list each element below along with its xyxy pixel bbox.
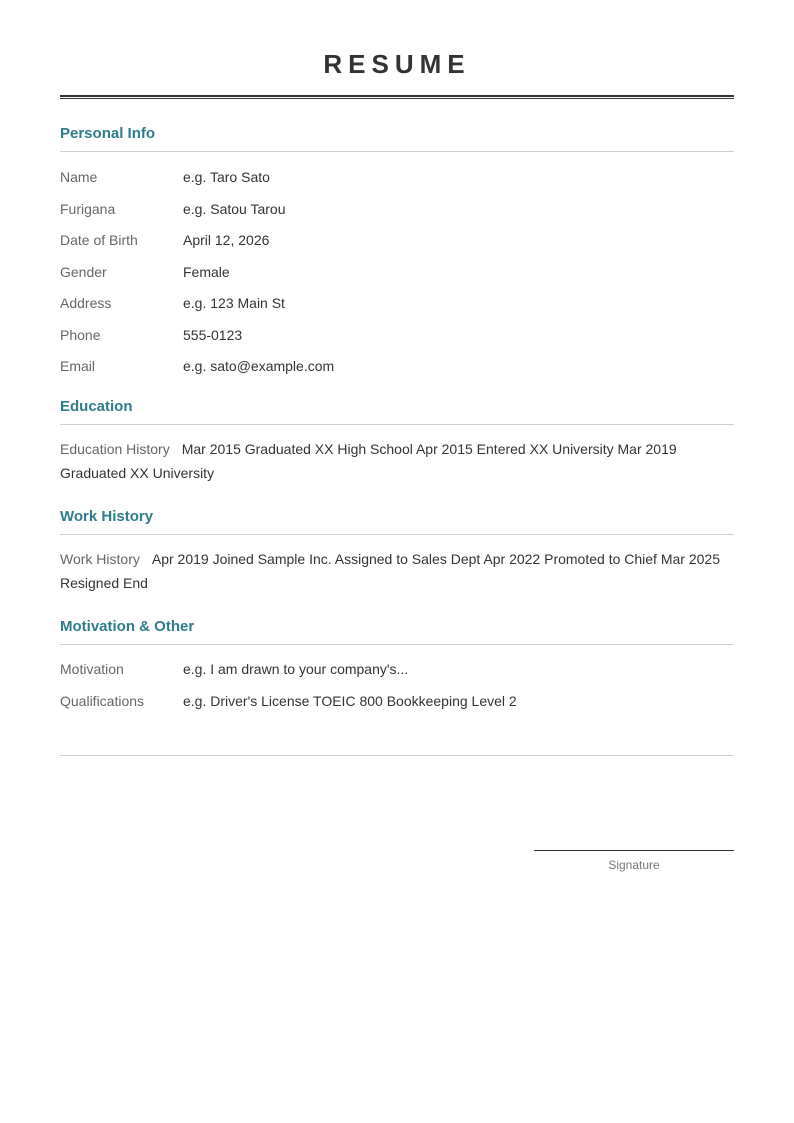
field-value: e.g. I am drawn to your company's... — [183, 660, 409, 677]
section-divider — [60, 151, 734, 152]
section-heading-motivation: Motivation & Other — [60, 617, 195, 635]
field-row-gender — [60, 260, 734, 292]
field-value: e.g. 123 Main St — [183, 295, 285, 311]
education-section — [60, 397, 734, 485]
field-label: Work History — [60, 550, 140, 567]
motivation-section — [60, 617, 734, 721]
field-row-work-history — [60, 547, 734, 595]
field-value: April 12, 2026 — [183, 232, 270, 248]
field-row-address — [60, 291, 734, 323]
section-divider — [60, 534, 734, 535]
field-value: 555-0123 — [183, 326, 243, 343]
page-title: RESUME — [323, 49, 471, 79]
field-label: Furigana — [60, 200, 116, 217]
field-label: Motivation — [60, 660, 124, 677]
end-divider — [60, 755, 734, 756]
resume-page — [60, 0, 734, 756]
field-row-date-of-birth — [60, 228, 734, 260]
field-value: e.g. Taro Sato — [183, 169, 270, 185]
field-row-email — [60, 354, 734, 386]
section-divider — [60, 644, 734, 645]
field-value: Female — [183, 263, 230, 280]
work-history-section — [60, 507, 734, 595]
field-label: Education History — [60, 440, 170, 457]
signature-line — [534, 850, 734, 851]
field-label: Phone — [60, 326, 101, 343]
field-row-name — [60, 165, 734, 197]
signature-label: Signature — [608, 858, 660, 872]
field-label: Gender — [60, 263, 107, 280]
field-label: Address — [60, 295, 112, 311]
field-row-education-history — [60, 437, 734, 485]
section-heading-education: Education — [60, 397, 133, 415]
field-row-motivation — [60, 657, 734, 689]
field-value: e.g. sato@example.com — [183, 358, 335, 374]
section-divider — [60, 424, 734, 425]
personal-info-section — [60, 124, 734, 386]
field-row-qualifications — [60, 689, 734, 721]
field-value: e.g. Satou Tarou — [183, 200, 286, 217]
field-value: e.g. Driver's License TOEIC 800 Bookkeeping Level 2 — [183, 692, 517, 709]
field-row-phone — [60, 323, 734, 355]
field-value: Apr 2019 Joined Sample Inc. Assigned to Sales Dept Apr 2022 Promoted to Chief Mar 2025 Resigned End — [60, 550, 720, 591]
section-heading-work-history: Work History — [60, 507, 154, 525]
field-label: Email — [60, 358, 96, 374]
title-divider — [60, 95, 734, 99]
field-value: Mar 2015 Graduated XX High School Apr 2015 Entered XX University Mar 2019 Graduated XX University — [60, 440, 677, 481]
field-label: Qualifications — [60, 692, 145, 709]
field-row-furigana — [60, 197, 734, 229]
field-label: Name — [60, 169, 98, 185]
field-label: Date of Birth — [60, 232, 138, 248]
section-heading-personal-info: Personal Info — [60, 125, 156, 142]
